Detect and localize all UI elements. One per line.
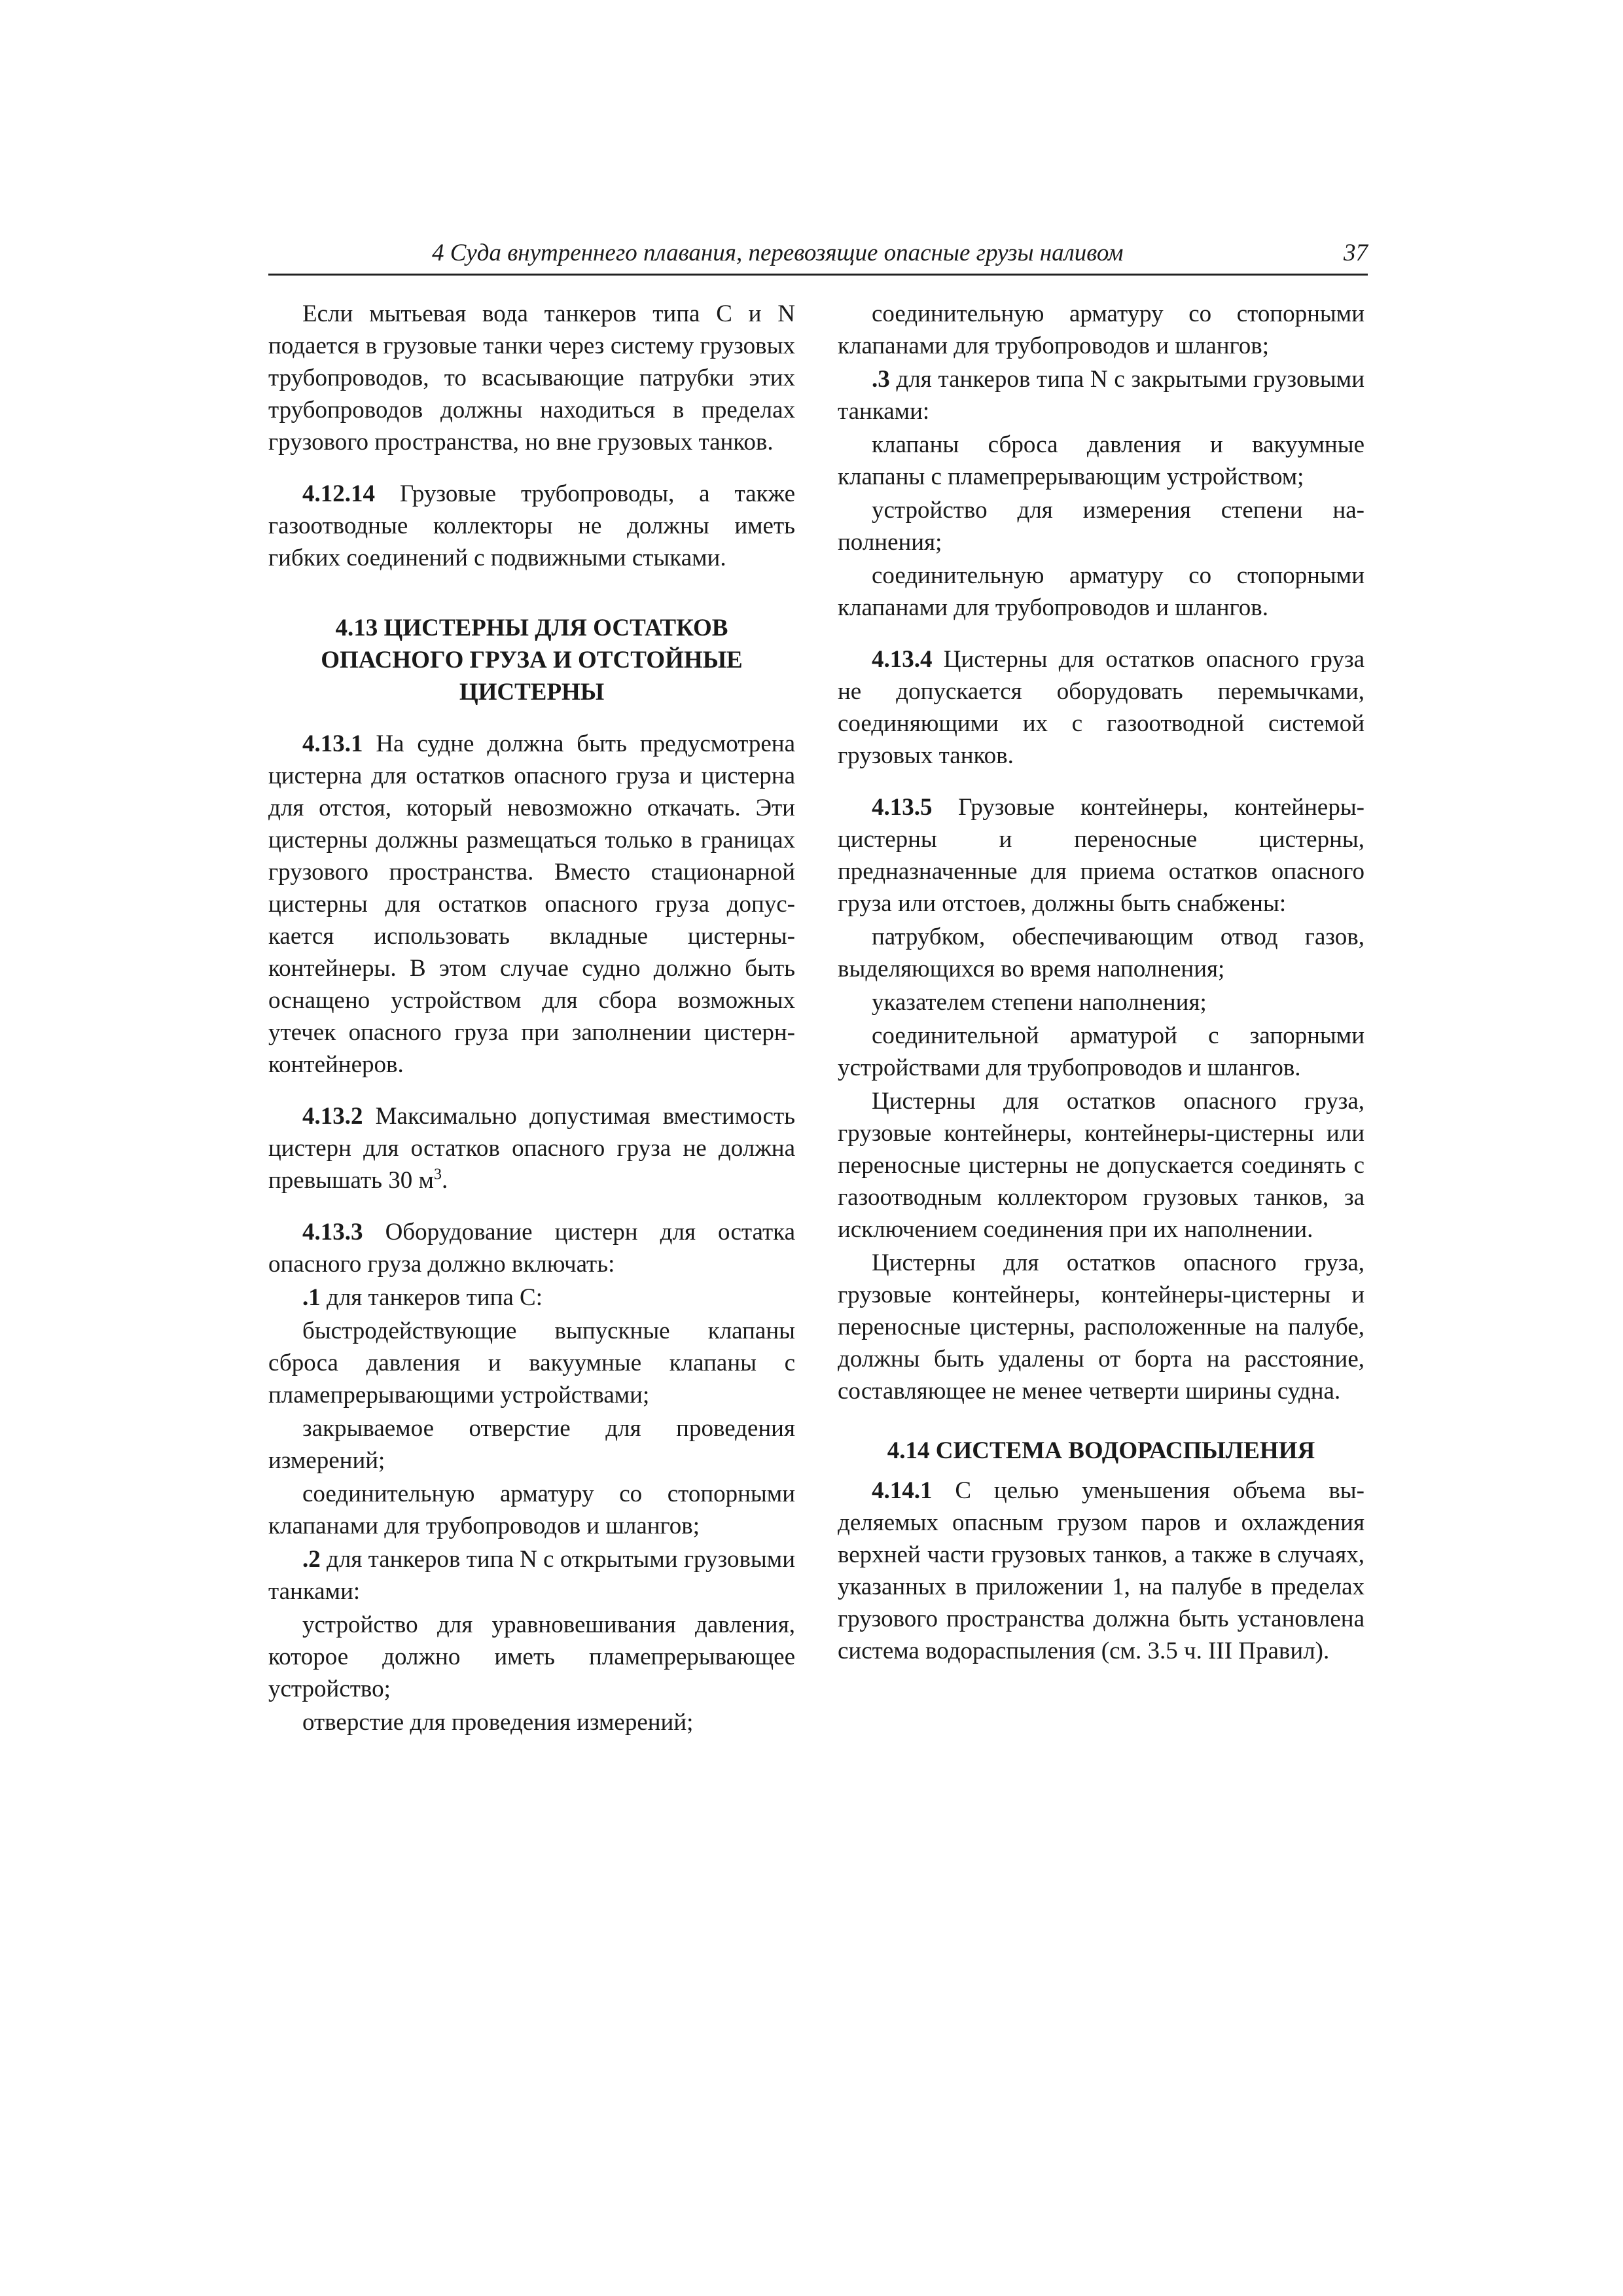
list-subitem: отверстие для проведения измерений; <box>302 1709 694 1736</box>
list-item-2: .2 для танкеров типа N с открытыми грузовыми танками: <box>268 1546 795 1605</box>
paragraph: Цистерны для остатков опасного груза, грузовые контейнеры, контейнеры-цистерны или переносные цистерны не допускается соединять с газоотводным коллектором грузовых танков, за исключением соединения при их наполнении. <box>838 1088 1364 1243</box>
list-item-1: .1 для танкеров типа C: <box>302 1284 543 1311</box>
paragraph-4-12-14: 4.12.14 Грузовые трубопроводы, а также газоотводные коллекторы не должны иметь гибких соединений с подвижными стыками. <box>268 480 795 571</box>
list-subitem: быстродействующие выпускные клапаны сброса давления и вакуумные клапаны с пламепрерывающими устройствами; <box>268 1318 795 1408</box>
paragraph: Цистерны для остатков опасного груза, грузовые контейнеры, контейнеры-цистерны и переносные цистерны, расположенные на палубе, должны быть удалены от борта на расстояние, составляющее не менее четверти ширины судна. <box>838 1249 1364 1405</box>
paragraph-4-13-2: 4.13.2 Максимально допустимая вместимость цистерн для остатков опасного груза не должна превышать 30 $м^3$. <box>268 1103 795 1194</box>
clause-number: 4.13.4 <box>872 646 933 673</box>
list-subitem: устройство для измерения степени наполнения; <box>838 497 1364 556</box>
clause-number: 4.13.2 <box>302 1103 363 1130</box>
list-subitem: соединительную арматуру со стопорными клапанами для трубопроводов и шлангов. <box>838 562 1364 621</box>
paragraph-4-13-1: 4.13.1 На судне должна быть предусмотрена цистерна для остатков опасного груза и цистерна для отстоя, который невозможно откачать. Эти цистерны должны размещаться только в границах грузового пространства. Вместо стационарной цистерны для остатков опасного груза допускается использовать вкладные цистерны-контейнеры. В этом случае судно должно быть оснащено устройством для сбора возможных утечек опасного груза при заполнении цистерн-контейнеров. <box>268 730 795 1078</box>
clause-number: 4.13.1 <box>302 730 363 757</box>
left-column <box>268 298 795 1740</box>
list-subitem: клапаны сброса давления и вакуумные клапаны с пламепрерывающим устройством; <box>838 431 1364 490</box>
list-subitem: устройство для уравновешивания давления, которое должно иметь пламепрерывающее устройство; <box>268 1611 795 1702</box>
list-subitem: соединительную арматуру со стопорными клапанами для трубопроводов и шлангов; <box>838 300 1364 359</box>
section-heading-4-13: 4.13 ЦИСТЕРНЫ ДЛЯ ОСТАТКОВ ОПАСНОГО ГРУЗА И ОТСТОЙНЫЕ ЦИСТЕРНЫ <box>321 615 743 706</box>
list-subitem: закрываемое отверстие для проведения измерений; <box>268 1415 795 1474</box>
clause-number: 4.13.5 <box>872 794 933 821</box>
list-subitem: соединительной арматурой с запорными устройствами для трубопроводов и шлангов. <box>838 1022 1364 1081</box>
clause-number: 4.14.1 <box>872 1477 933 1504</box>
paragraph-4-13-5: 4.13.5 Грузовые контейнеры, контейнеры-цистерны и переносные цистерны, предназначенные для приема остатков опасного груза или отстоев, должны быть снабжены: <box>838 794 1364 917</box>
running-header <box>268 237 1368 276</box>
paragraph-4-13-4: 4.13.4 Цистерны для остатков опасного груза не допускается оборудовать перемычками, соединяющими их с газоотводной системой грузовых танков. <box>838 646 1364 769</box>
list-subitem: соединительную арматуру со стопорными клапанами для трубопроводов и шлангов; <box>268 1480 795 1539</box>
list-item-3: .3 для танкеров типа N с закрытыми грузовыми танками: <box>838 366 1364 425</box>
list-subitem: патрубком, обеспечивающим отвод газов, выделяющихся во время наполнения; <box>838 924 1364 982</box>
clause-number: 4.13.3 <box>302 1219 363 1246</box>
running-title: 4 Суда внутреннего плавания, перевозящие опасные грузы наливом <box>432 240 1124 266</box>
paragraph-4-13-3: 4.13.3 Оборудование цистерн для остатка опасного груза должно включать: <box>268 1219 795 1278</box>
paragraph: Если мытьевая вода танкеров типа C и N подается в грузовые танки через систему грузовых трубопроводов, то всасывающие патрубки этих трубопроводов должны находиться в пределах грузового пространства, но вне грузовых танков. <box>268 300 795 456</box>
right-column <box>838 298 1364 1668</box>
section-heading-4-14: 4.14 СИСТЕМА ВОДОРАСПЫЛЕНИЯ <box>887 1437 1315 1464</box>
paragraph-4-14-1: 4.14.1 С целью уменьшения объема выделяемых опасным грузом паров и охлаждения верхней части грузовых танков, а также в случаях, указанных в приложении 1, на палубе в пределах грузового пространства должна быть установлена система водораспыления (см. 3.5 ч. III Правил). <box>838 1477 1364 1664</box>
clause-number: 4.12.14 <box>302 480 375 507</box>
list-subitem: указателем степени наполнения; <box>872 989 1207 1016</box>
page-number: 37 <box>1344 240 1368 266</box>
